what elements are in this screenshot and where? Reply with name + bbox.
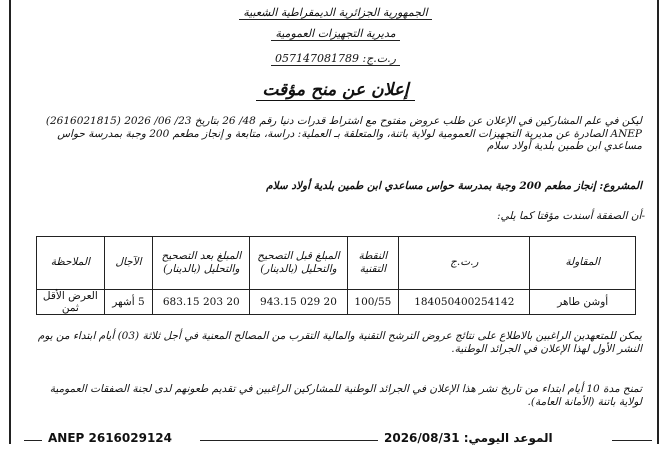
left-border <box>9 0 11 444</box>
cell-remark: العرض الأقل ثمن <box>37 290 105 315</box>
col-contractor: المقاولة <box>530 237 636 290</box>
cell-contractor: أوشن طاهر <box>530 290 636 315</box>
cell-amount-before: 20 029 943.15 <box>250 290 347 315</box>
col-remark: الملاحظة <box>37 237 105 290</box>
cell-nif: 184050400254142 <box>399 290 530 315</box>
table-header-row <box>37 237 636 290</box>
col-amount-before: المبلغ قبل التصحيح والتحليل (بالدينار) <box>250 237 347 290</box>
header-republic: الجمهورية الجزائرية الديمقراطية الشعبية <box>0 6 671 19</box>
cell-amount-after: 20 203 683.15 <box>153 290 250 315</box>
footer-rule-middle <box>200 440 378 441</box>
col-amount-after: المبلغ بعد التصحيح والتحليل (بالدينار) <box>153 237 250 290</box>
note-consultation: يمكن للمتعهدين الراغبين بالاطلاع على نتائج عروض الترشح التقنية والمالية التقرب من المصالح المعنية في أجل ثلاثة (03) أيام ابتداء من يوم النشر الأول لهذا الإعلان في الجرائد الوطنية. <box>37 330 642 355</box>
cell-technical-score: 100/55 <box>347 290 399 315</box>
footer-date: الموعد اليومي: 2026/08/31 <box>384 431 553 445</box>
page-title: إعلان عن منح مؤقت <box>0 80 671 100</box>
table-row <box>37 290 636 315</box>
col-technical-score: النقطة التقنية <box>347 237 399 290</box>
project-line: المشروع: إنجاز مطعم 200 وجبة بمدرسة حواس مساعدي ابن طمين بلدية أولاد سلام <box>266 180 642 192</box>
col-nif: ر.ت.ج <box>399 237 530 290</box>
intro-paragraph: ليكن في علم المشاركين في الإعلان عن طلب عروض مفتوح مع اشتراط قدرات دنيا رقم 48/ 26 بتاريخ 23/ 06/ 2026 (2616021815) ANEP الصادرة عن مديرية التجهيزات العمومية لولاية باتنة، والمتعلقة بـ العملية: دراسة، متابعة و إنجاز مطعم 200 وجبة بمدرسة حواس مساعدي ابن طمين بلدية أولاد سلام <box>45 115 642 153</box>
award-table <box>36 236 636 315</box>
header-nif: ر.ت.ج: 057147081789 <box>0 52 671 65</box>
footer-rule-right <box>612 440 652 441</box>
note-appeal: تمنح مدة 10 أيام ابتداء من تاريخ نشر هذا الإعلان في الجرائد الوطنية للمشاركين الراغبين في تقديم طعونهم لدى لجنة الصفقات العمومية لولاية باتنة (الأمانة العامة). <box>49 383 642 408</box>
header-directorate: مديرية التجهيزات العمومية <box>0 27 671 40</box>
cell-deadline: 5 أشهر <box>104 290 153 315</box>
col-deadline: الآجال <box>104 237 153 290</box>
footer-rule-left <box>24 440 42 441</box>
right-border <box>657 0 659 444</box>
footer-anep: ANEP 2616029124 <box>48 431 172 445</box>
award-intro: -أن الصفقة أسندت مؤقتا كما يلي: <box>496 210 645 222</box>
